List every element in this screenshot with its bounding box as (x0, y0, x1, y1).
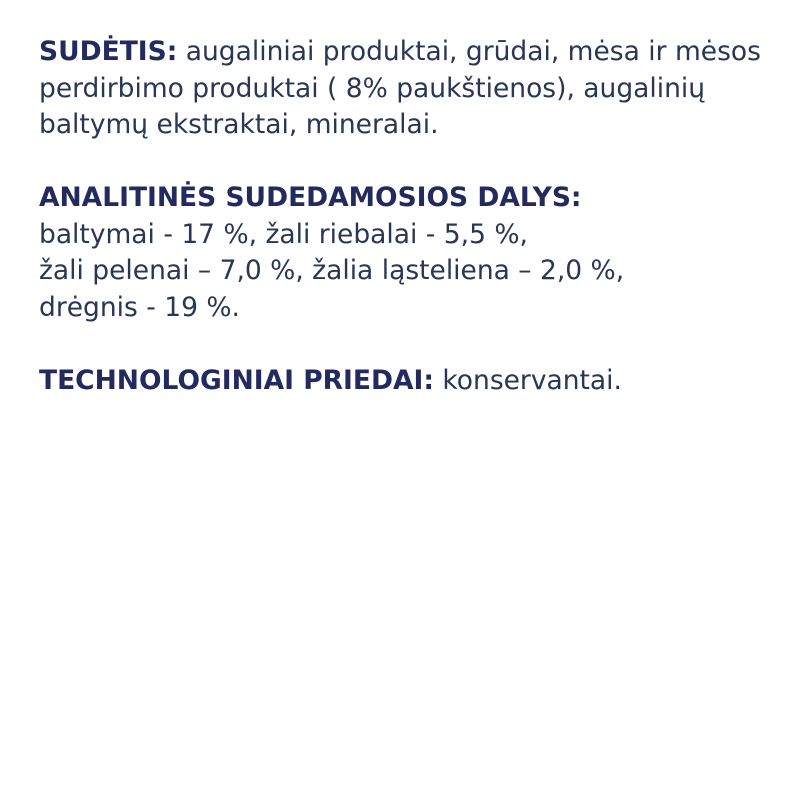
analytical-text-3: drėgnis - 19 %. (39, 291, 240, 323)
composition-line-1 (39, 34, 779, 71)
additives-text: konservantai. (433, 364, 622, 396)
analytical-text-2: žali pelenai – 7,0 %, žalia ląsteliena – 2,0 %, (39, 255, 625, 286)
analytical-text-1: baltymai - 17 %, žali riebalai - 5,5 %, (39, 218, 528, 250)
additives-section (39, 363, 779, 400)
composition-heading: SUDĖTIS: (39, 36, 178, 67)
composition-text-2: perdirbimo produktai ( 8% paukštienos), augalinių (39, 72, 706, 104)
additives-heading: TECHNOLOGINIAI PRIEDAI: (39, 364, 434, 396)
additives-line (39, 363, 779, 400)
composition-text-1: augaliniai produktai, grūdai, mėsa ir mėsos (177, 36, 761, 67)
ingredients-label (39, 34, 779, 436)
composition-section (39, 34, 779, 144)
analytical-heading: ANALITINĖS SUDEDAMOSIOS DALYS: (39, 182, 582, 213)
composition-text-3: baltymų ekstraktai, mineralai. (39, 109, 439, 140)
analytical-section (39, 180, 779, 326)
